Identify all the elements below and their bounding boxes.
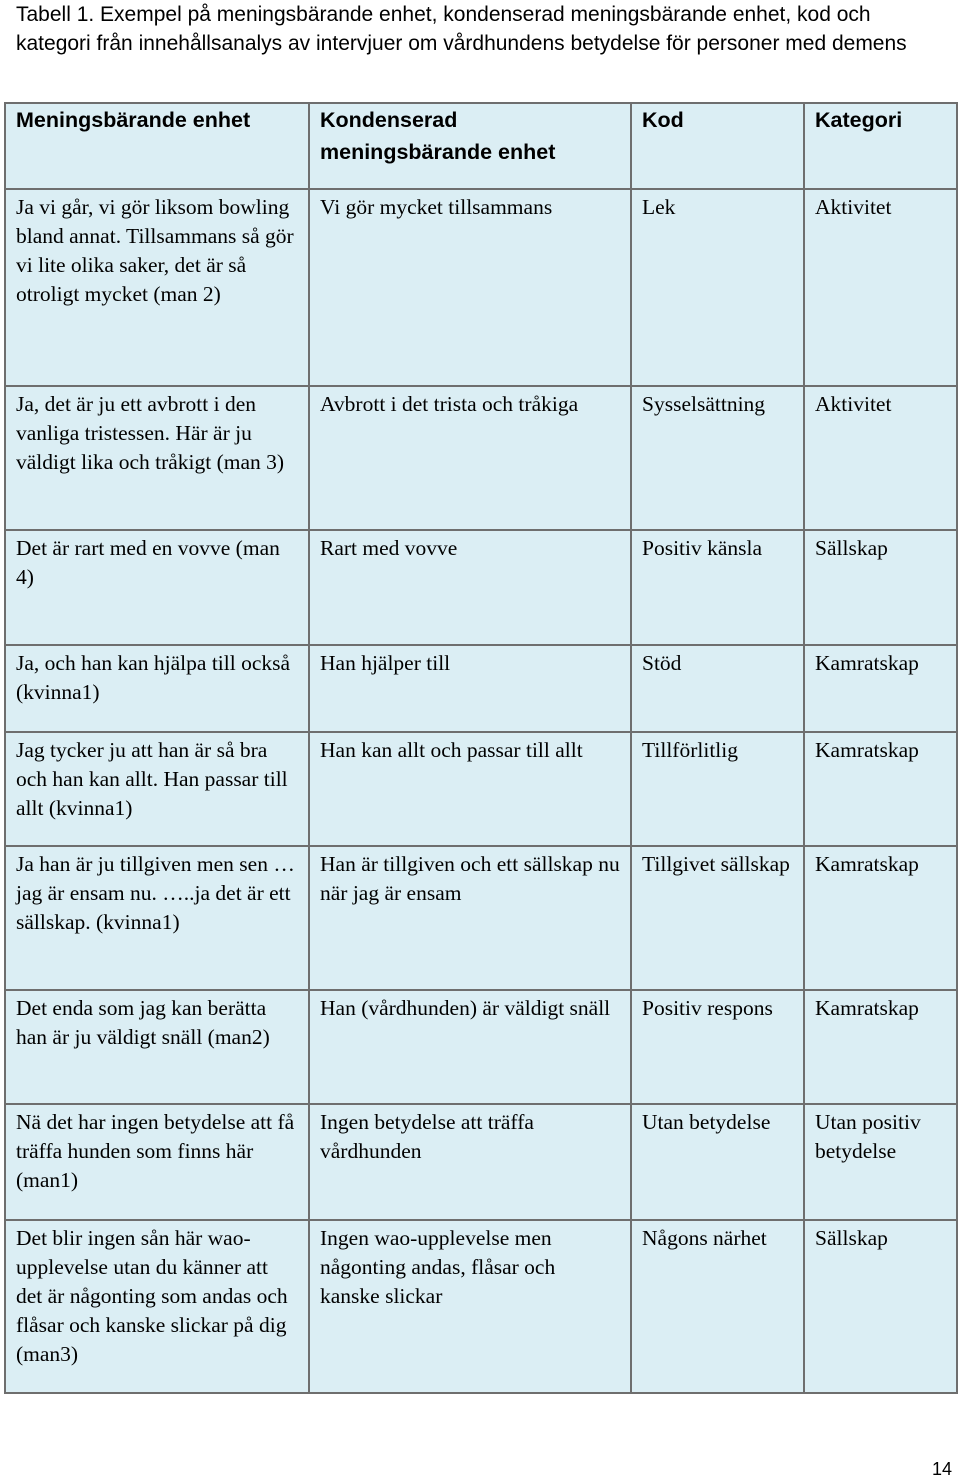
cell-condensed-unit: Han är tillgiven och ett sällskap nu när jag är ensam — [309, 846, 631, 990]
cell-meaning-unit: Ja vi går, vi gör liksom bowling bland annat. Tillsammans så gör vi lite olika saker, det är så otroligt mycket (man 2) — [5, 189, 309, 386]
page-number: 14 — [931, 1459, 952, 1479]
table-row — [5, 1220, 957, 1393]
table-row — [5, 189, 957, 386]
cell-code: Stöd — [631, 645, 804, 732]
cell-condensed-unit: Han (vårdhunden) är väldigt snäll — [309, 990, 631, 1104]
header-row — [5, 103, 957, 189]
header-code: Kod — [631, 103, 804, 189]
cell-meaning-unit: Det är rart med en vovve (man 4) — [5, 530, 309, 645]
cell-meaning-unit: Det enda som jag kan berätta han är ju väldigt snäll (man2) — [5, 990, 309, 1104]
cell-condensed-unit: Han kan allt och passar till allt — [309, 732, 631, 846]
table-row — [5, 386, 957, 530]
cell-condensed-unit: Vi gör mycket tillsammans — [309, 189, 631, 386]
cell-condensed-unit: Rart med vovve — [309, 530, 631, 645]
table-row — [5, 1104, 957, 1220]
cell-code: Sysselsättning — [631, 386, 804, 530]
table-caption: Tabell 1. Exempel på meningsbärande enhet, kondenserad meningsbärande enhet, kod och kategori från innehållsanalys av intervjuer om vårdhundens betydelse för personer med demens — [16, 3, 907, 55]
cell-meaning-unit: Ja, det är ju ett avbrott i den vanliga tristessen. Här är ju väldigt lika och tråkigt (man 3) — [5, 386, 309, 530]
cell-meaning-unit: Ja, och han kan hjälpa till också (kvinna1) — [5, 645, 309, 732]
cell-condensed-unit: Han hjälper till — [309, 645, 631, 732]
cell-category: Kamratskap — [804, 846, 957, 990]
cell-code: Tillgivet sällskap — [631, 846, 804, 990]
cell-condensed-unit: Ingen betydelse att träffa vårdhunden — [309, 1104, 631, 1220]
cell-category: Sällskap — [804, 530, 957, 645]
cell-code: Positiv känsla — [631, 530, 804, 645]
analysis-table — [4, 102, 958, 1394]
cell-meaning-unit: Det blir ingen sån här wao-upplevelse utan du känner att det är någonting som andas och flåsar och kanske slickar på dig (man3) — [5, 1220, 309, 1393]
cell-code: Utan betydelse — [631, 1104, 804, 1220]
cell-category: Utan positiv betydelse — [804, 1104, 957, 1220]
table-row — [5, 846, 957, 990]
cell-condensed-unit: Ingen wao-upplevelse men någonting andas, flåsar och kanske slickar — [309, 1220, 631, 1393]
cell-category: Kamratskap — [804, 990, 957, 1104]
header-category: Kategori — [804, 103, 957, 189]
table-row — [5, 645, 957, 732]
header-condensed-unit: Kondenserad meningsbärande enhet — [309, 103, 631, 189]
cell-code: Tillförlitlig — [631, 732, 804, 846]
cell-meaning-unit: Nä det har ingen betydelse att få träffa hunden som finns här (man1) — [5, 1104, 309, 1220]
cell-code: Positiv respons — [631, 990, 804, 1104]
cell-code: Lek — [631, 189, 804, 386]
cell-category: Aktivitet — [804, 189, 957, 386]
cell-category: Aktivitet — [804, 386, 957, 530]
table-row — [5, 530, 957, 645]
cell-category: Kamratskap — [804, 645, 957, 732]
cell-category: Kamratskap — [804, 732, 957, 846]
header-meaning-unit: Meningsbärande enhet — [5, 103, 309, 189]
cell-condensed-unit: Avbrott i det trista och tråkiga — [309, 386, 631, 530]
cell-meaning-unit: Ja han är ju tillgiven men sen …jag är ensam nu. …..ja det är ett sällskap. (kvinna1) — [5, 846, 309, 990]
cell-code: Någons närhet — [631, 1220, 804, 1393]
table-row — [5, 990, 957, 1104]
cell-category: Sällskap — [804, 1220, 957, 1393]
cell-meaning-unit: Jag tycker ju att han är så bra och han kan allt. Han passar till allt (kvinna1) — [5, 732, 309, 846]
table-row — [5, 732, 957, 846]
